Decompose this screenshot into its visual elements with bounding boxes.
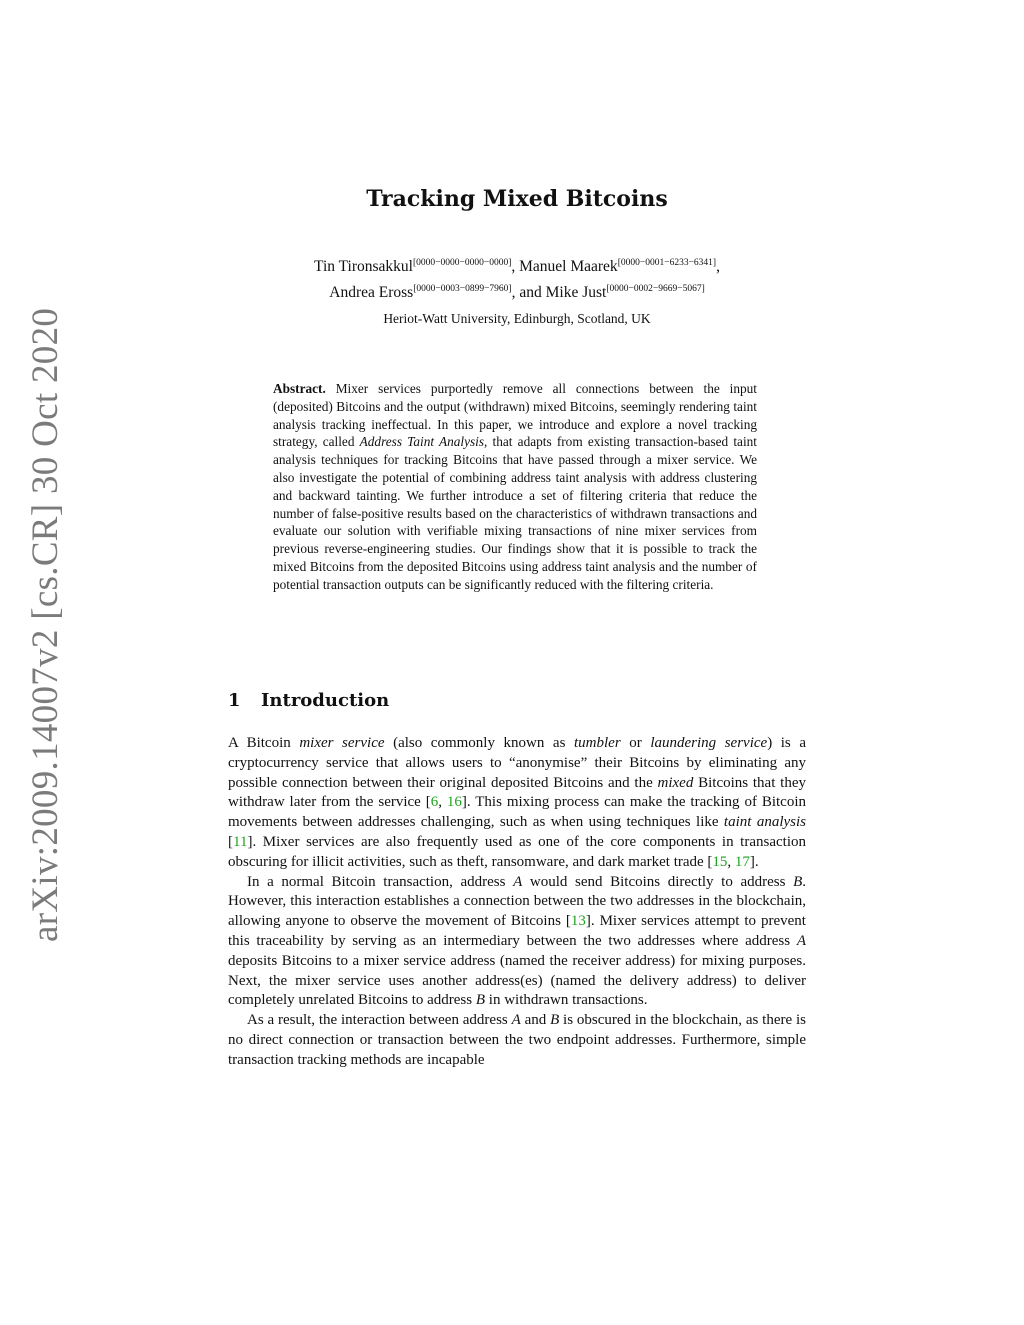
- citation-link[interactable]: 16: [446, 794, 462, 811]
- italic-term: A: [513, 873, 523, 890]
- body-text: [228, 734, 806, 1071]
- orcid-id: [0000−0001−6233−6341]: [617, 258, 717, 268]
- text-run: . However, this interaction establishes a connection between the two addresses in the blockchain, allowing anyone to observe the movement of Bitcoins [: [228, 873, 806, 930]
- orcid-id: [0000−0002−9669−5067]: [606, 284, 705, 295]
- text-run: [: [228, 833, 233, 850]
- text-run: (also commonly known as: [384, 735, 574, 751]
- paragraph: [228, 734, 806, 873]
- text-run: and: [520, 1012, 551, 1029]
- text-run: A Bitcoin: [228, 735, 300, 751]
- text-run: ].: [749, 853, 759, 870]
- italic-term: tumbler: [574, 735, 621, 751]
- section-number: 1: [228, 690, 241, 711]
- text-run: ,: [727, 853, 735, 870]
- italic-term: A: [511, 1012, 521, 1029]
- paper-title: Tracking Mixed Bitcoins: [366, 186, 668, 212]
- text-run: In a normal Bitcoin transaction, address: [247, 873, 514, 890]
- citation-link[interactable]: 15: [712, 853, 728, 870]
- citation-link[interactable]: 13: [570, 913, 586, 930]
- abstract-text: , that adapts from existing transaction-based taint analysis techniques for tracking Bitcoins that have passed through a mixer service. We also investigate the potential of combining address taint analysis with address clustering and backward tainting. We further introduce a set of filtering criteria that reduce the number of false-positive results based on the characteristics of withdrawn transactions and evaluate our solution with verifiable mixing transactions of nine mixer services from previous reverse-engineering studies. Our findings show that it is possible to track the mixed Bitcoins from the deposited Bitcoins using address taint analysis and the number of potential transaction outputs can be significantly reduced with the filtering criteria.: [273, 434, 757, 592]
- author-separator: , and: [511, 284, 546, 302]
- italic-term: mixed: [657, 774, 694, 791]
- italic-term: B: [475, 992, 486, 1009]
- italic-term: taint analysis: [723, 814, 806, 831]
- author-affiliation: Heriot-Watt University, Edinburgh, Scotland, UK: [383, 311, 651, 326]
- author-list: [228, 252, 806, 304]
- arxiv-identifier-stamp: arXiv:2009.14007v2 [cs.CR] 30 Oct 2020: [25, 307, 66, 942]
- italic-term: mixer service: [299, 735, 385, 751]
- text-run: ]. Mixer services attempt to prevent this traceability by serving as an intermediary between the two addresses where address: [228, 913, 806, 949]
- author-name: Mike Just: [545, 284, 607, 302]
- abstract-emphasis: Address Taint Analysis: [359, 434, 485, 450]
- text-run: Bitcoins that they withdraw later from the service [: [228, 774, 806, 811]
- author-separator: ,: [716, 258, 720, 276]
- abstract: [273, 380, 757, 594]
- text-run: in withdrawn transactions.: [485, 992, 648, 1009]
- abstract-paragraph: [273, 380, 757, 594]
- text-run: ]. This mixing process can make the tracking of Bitcoin movements between addresses challenging, such as when using techniques like: [228, 794, 807, 831]
- author-separator: ,: [511, 258, 520, 276]
- italic-term: B: [793, 873, 803, 890]
- italic-term: B: [550, 1012, 560, 1029]
- text-run: ,: [438, 794, 447, 811]
- paragraph: [228, 873, 806, 1012]
- italic-term: A: [796, 932, 806, 949]
- text-run: is obscured in the blockchain, as there is no direct connection or transaction between the two endpoint addresses. Furthermore, simple transaction tracking methods are incapable: [228, 1012, 806, 1068]
- abstract-label: Abstract.: [273, 381, 326, 396]
- italic-term: laundering service: [650, 735, 768, 751]
- paragraph: [228, 1011, 806, 1070]
- text-run: ]. Mixer services are also frequently used as one of the core components in transaction obscuring for illicit activities, such as theft, ransomware, and dark market trade [: [228, 833, 806, 870]
- text-run: would send Bitcoins directly to address: [522, 873, 794, 890]
- section-title: Introduction: [261, 690, 390, 711]
- text-run: As a result, the interaction between address: [247, 1012, 512, 1029]
- author-name: Tin Tironsakkul: [314, 258, 413, 276]
- author-name: Manuel Maarek: [519, 258, 618, 276]
- author-name: Andrea Eross: [329, 284, 414, 302]
- orcid-id: [0000−0000−0000−0000]: [412, 258, 512, 268]
- orcid-id: [0000−0003−0899−7960]: [413, 284, 512, 295]
- text-run: or: [620, 735, 651, 751]
- text-run: deposits Bitcoins to a mixer service address (named the receiver address) for mixing purposes. Next, the mixer service uses another address(es) (named the delivery address) to deliver completely unrelated Bitcoins to address: [228, 952, 806, 1009]
- section-heading: [228, 690, 806, 711]
- citation-link[interactable]: 17: [734, 853, 750, 870]
- citation-link[interactable]: 6: [430, 794, 439, 811]
- text-run: ) is a cryptocurrency service that allows users to “anonymise” their Bitcoins by eliminating any possible connection between their original deposited Bitcoins and the: [228, 735, 806, 791]
- abstract-text: Mixer services purportedly remove all connections between the input (deposited) Bitcoins and the output (withdrawn) mixed Bitcoins, seemingly rendering taint analysis tracking ineffectual. In this paper, we introduce and explore a novel tracking strategy, called: [273, 381, 757, 450]
- citation-link[interactable]: 11: [233, 833, 248, 850]
